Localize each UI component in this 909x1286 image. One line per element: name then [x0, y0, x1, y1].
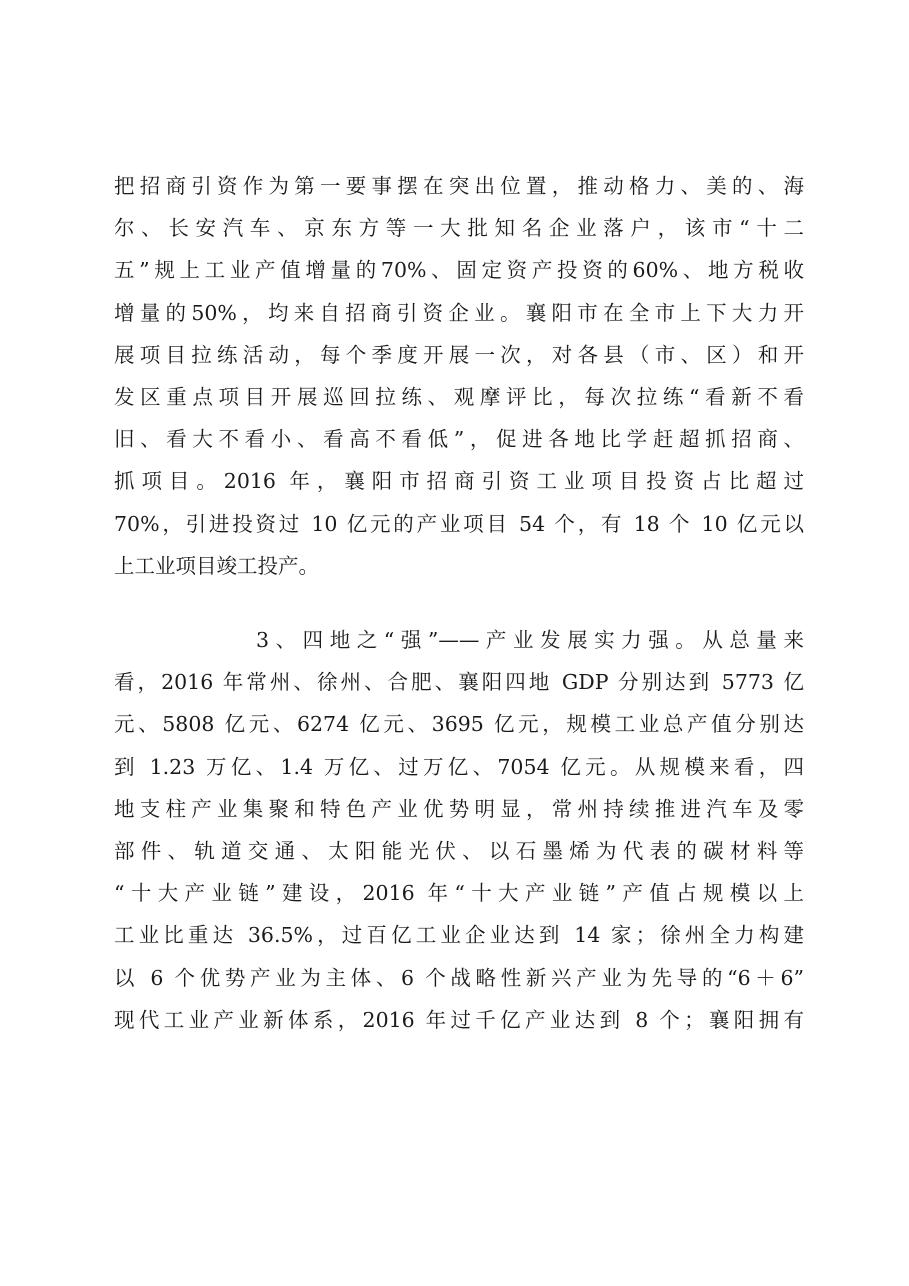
paragraph-2-line: 以 6 个优势产业为主体、6 个战略性新兴产业为先导的“6＋6”	[114, 965, 804, 990]
paragraph-1-line: 70%，引进投资过 10 亿元的产业项目 54 个，有 18 个 10 亿元以	[114, 511, 804, 536]
paragraph-2-line: 元、5808 亿元、6274 亿元、3695 亿元，规模工业总产值分别达	[114, 712, 804, 737]
paragraph-2-line: 现代工业产业新体系，2016 年过千亿产业达到 8 个；襄阳拥有	[114, 1007, 804, 1032]
paragraph-1-line: 旧、看大不看小、看高不看低”，促进各地比学赶超抓招商、	[114, 427, 804, 452]
paragraph-2-line: 看，2016 年常州、徐州、合肥、襄阳四地 GDP 分别达到 5773 亿	[114, 670, 804, 695]
paragraph-1-line: 尔、长安汽车、京东方等一大批知名企业落户，该市“十二	[114, 216, 804, 241]
paragraph-2-line: 地支柱产业集聚和特色产业优势明显，常州持续推进汽车及零	[114, 796, 804, 821]
paragraph-1	[114, 165, 804, 587]
paragraph-1-line: 发区重点项目开展巡回拉练、观摩评比，每次拉练“看新不看	[114, 384, 804, 409]
paragraph-2-heading-line: 3、四地之“强”——产业发展实力强。从总量来	[256, 628, 804, 652]
paragraph-2-line: 部件、轨道交通、太阳能光伏、以石墨烯为代表的碳材料等	[114, 838, 804, 863]
paragraph-1-line: 把招商引资作为第一要事摆在突出位置，推动格力、美的、海	[114, 174, 804, 198]
paragraph-1-line: 抓项目。2016 年，襄阳市招商引资工业项目投资占比超过	[114, 469, 804, 494]
paragraph-1-line: 增量的50%，均来自招商引资企业。襄阳市在全市上下大力开	[114, 300, 804, 325]
paragraph-1-line: 上工业项目竣工投产。	[114, 553, 319, 578]
paragraph-2	[114, 619, 804, 1041]
paragraph-2-line: “十大产业链”建设，2016 年“十大产业链”产值占规模以上	[114, 881, 804, 906]
paragraph-1-line: 展项目拉练活动，每个季度开展一次，对各县（市、区）和开	[114, 342, 804, 367]
paragraph-2-line: 工业比重达 36.5%，过百亿工业企业达到 14 家；徐州全力构建	[114, 923, 804, 948]
paragraph-2-line: 到 1.23 万亿、1.4 万亿、过万亿、7054 亿元。从规模来看，四	[114, 754, 804, 779]
paragraph-1-line: 五”规上工业产值增量的70%、固定资产投资的60%、地方税收	[114, 258, 804, 283]
